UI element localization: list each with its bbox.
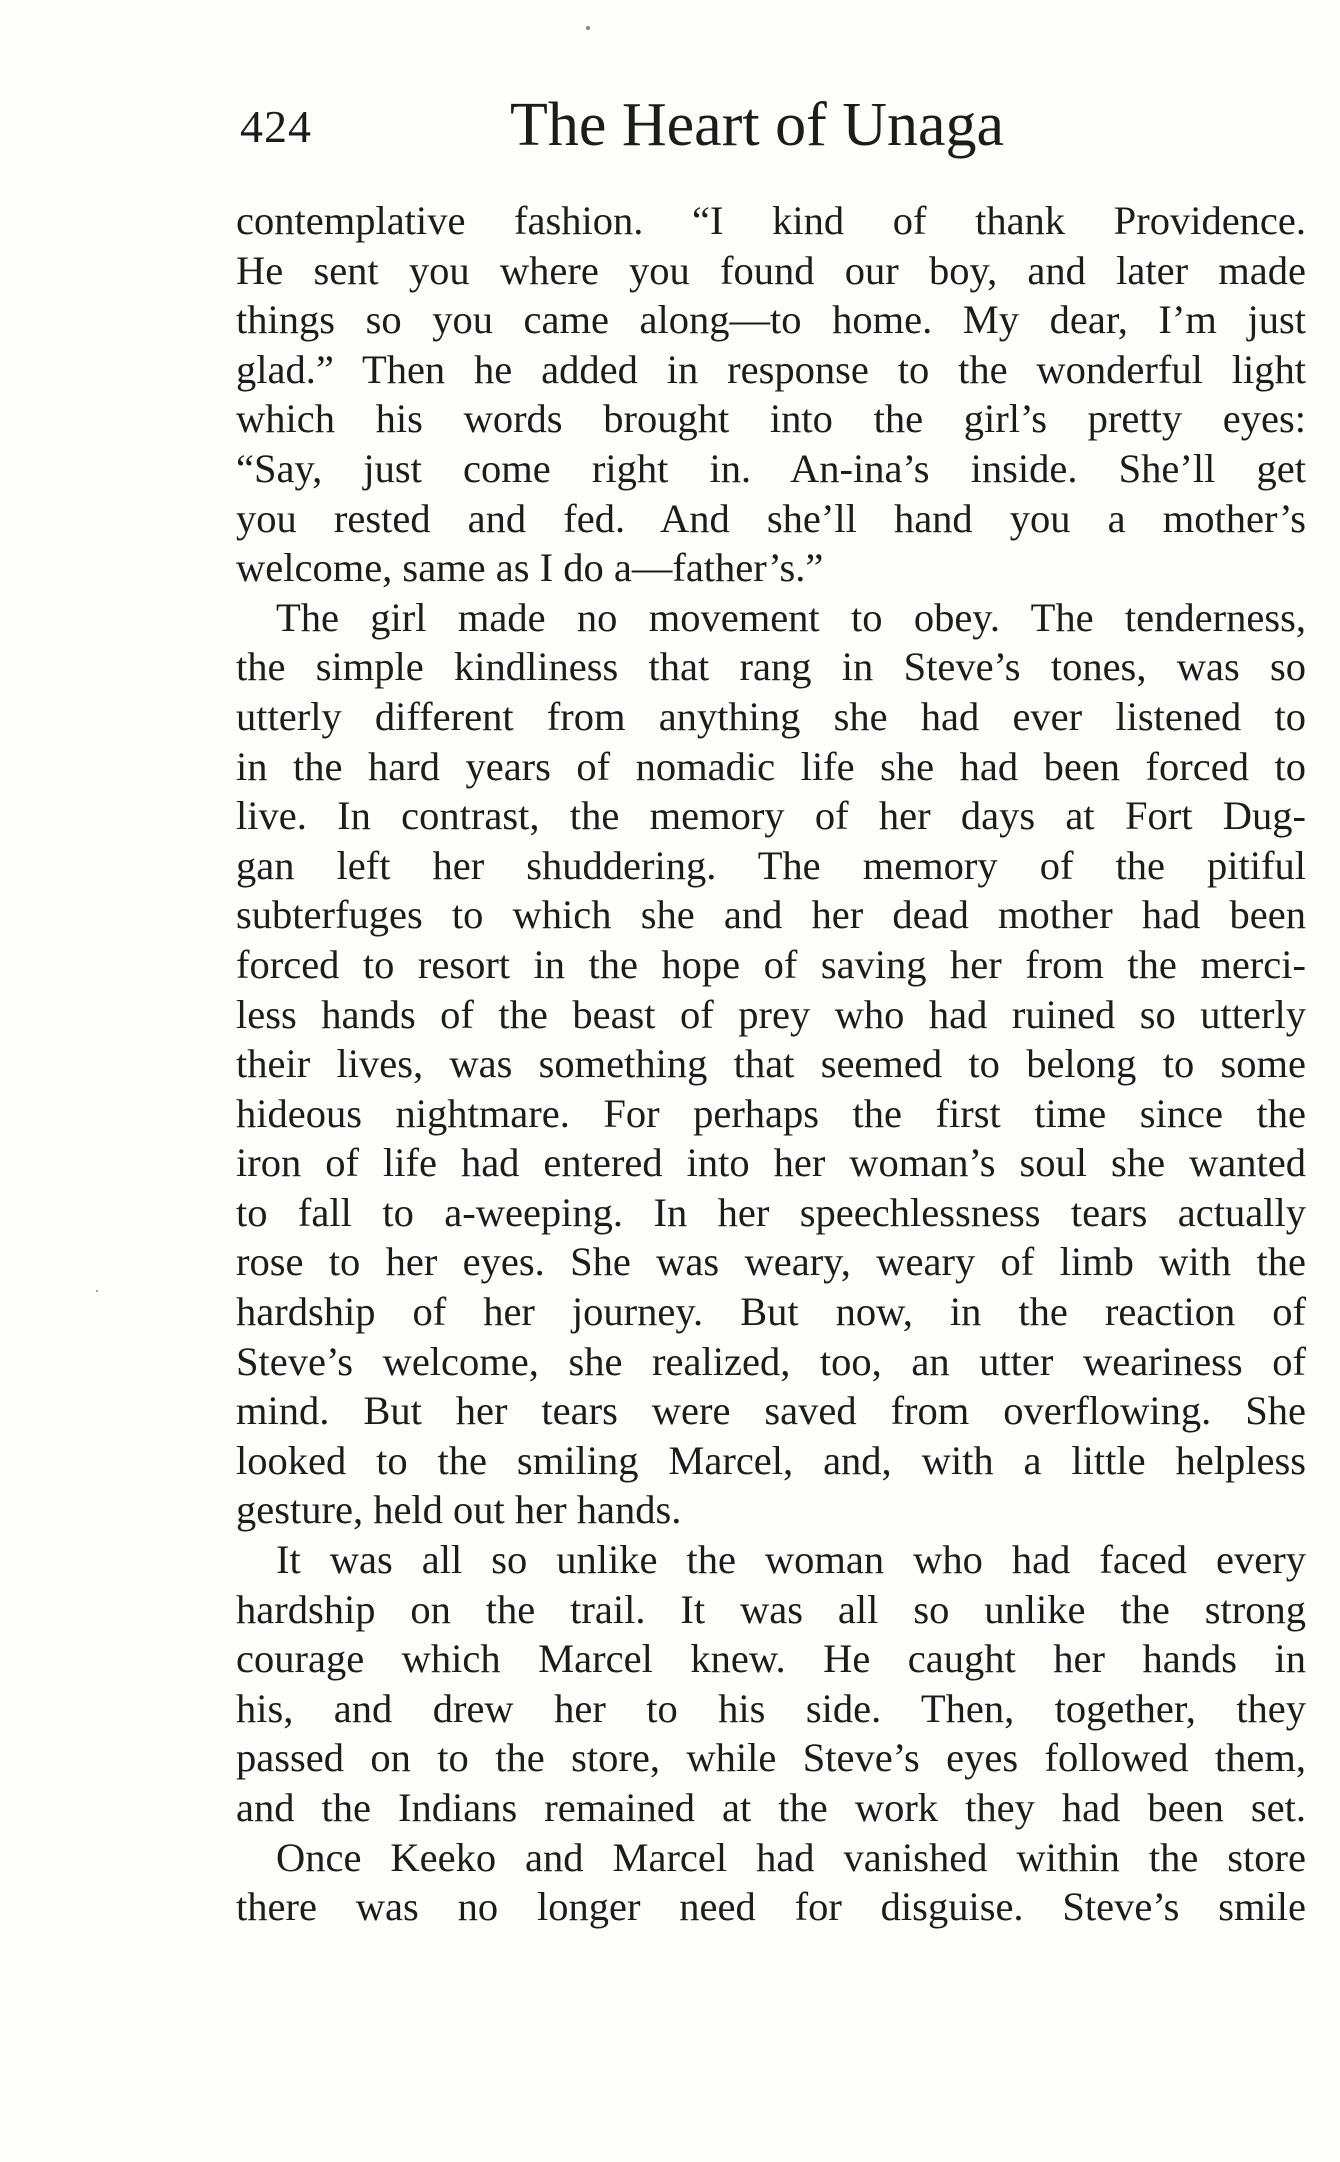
text-line: “Say, just come right in. An-ina’s inside. She’ll get xyxy=(236,445,1306,491)
text-line: glad.” Then he added in response to the wonderful light xyxy=(236,346,1306,392)
text-line: welcome, same as I do a—father’s.” xyxy=(236,545,824,591)
text-line: you rested and fed. And she’ll hand you a mother’s xyxy=(236,495,1306,541)
text-line: which his words brought into the girl’s pretty eyes: xyxy=(236,396,1306,442)
text-line: It was all so unlike the woman who had faced every xyxy=(276,1537,1306,1583)
page-number: 424 xyxy=(240,101,312,152)
text-line: his, and drew her to his side. Then, together, they xyxy=(236,1685,1306,1731)
text-line: Once Keeko and Marcel had vanished within the store xyxy=(276,1834,1306,1880)
text-line: passed on to the store, while Steve’s eyes followed them, xyxy=(236,1735,1306,1781)
body-text xyxy=(236,196,1306,1932)
text-line: in the hard years of nomadic life she had been forced to xyxy=(236,743,1306,789)
text-line: hardship on the trail. It was all so unlike the strong xyxy=(236,1586,1306,1632)
text-line: to fall to a-weeping. In her speechlessness tears actually xyxy=(236,1189,1306,1235)
text-line: iron of life had entered into her woman’s soul she wanted xyxy=(236,1140,1306,1186)
text-line: hideous nightmare. For perhaps the first time since the xyxy=(236,1090,1306,1136)
text-line: subterfuges to which she and her dead mother had been xyxy=(236,892,1306,938)
text-line: Steve’s welcome, she realized, too, an utter weariness of xyxy=(236,1338,1306,1384)
text-line: there was no longer need for disguise. Steve’s smile xyxy=(236,1884,1306,1930)
text-line: the simple kindliness that rang in Steve’s tones, was so xyxy=(236,644,1306,690)
text-line: things so you came along—to home. My dear, I’m just xyxy=(236,297,1306,343)
text-line: their lives, was something that seemed to belong to some xyxy=(236,1041,1306,1087)
text-line: less hands of the beast of prey who had ruined so utterly xyxy=(236,991,1306,1037)
text-line: contemplative fashion. “I kind of thank Providence. xyxy=(236,198,1306,243)
text-line: mind. But her tears were saved from overflowing. She xyxy=(236,1388,1306,1434)
text-line: courage which Marcel knew. He caught her hands in xyxy=(236,1636,1306,1682)
text-line: rose to her eyes. She was weary, weary of limb with the xyxy=(236,1239,1306,1285)
text-line: gesture, held out her hands. xyxy=(236,1487,682,1533)
text-line: utterly different from anything she had ever listened to xyxy=(236,693,1306,739)
paper-speck xyxy=(96,1290,98,1292)
text-line: looked to the smiling Marcel, and, with a little helpless xyxy=(236,1437,1306,1483)
text-line: He sent you where you found our boy, and later made xyxy=(236,247,1306,293)
text-line: live. In contrast, the memory of her days at Fort Dug- xyxy=(236,793,1306,839)
page-header xyxy=(240,90,1300,170)
text-line: and the Indians remained at the work they had been set. xyxy=(236,1785,1306,1830)
text-line: hardship of her journey. But now, in the reaction of xyxy=(236,1289,1306,1335)
text-line: gan left her shuddering. The memory of the pitiful xyxy=(236,842,1306,888)
running-title: The Heart of Unaga xyxy=(510,91,1005,159)
text-line: The girl made no movement to obey. The tenderness, xyxy=(276,594,1306,640)
text-line: forced to resort in the hope of saving her from the merci- xyxy=(236,941,1306,987)
paper-speck xyxy=(586,26,590,30)
